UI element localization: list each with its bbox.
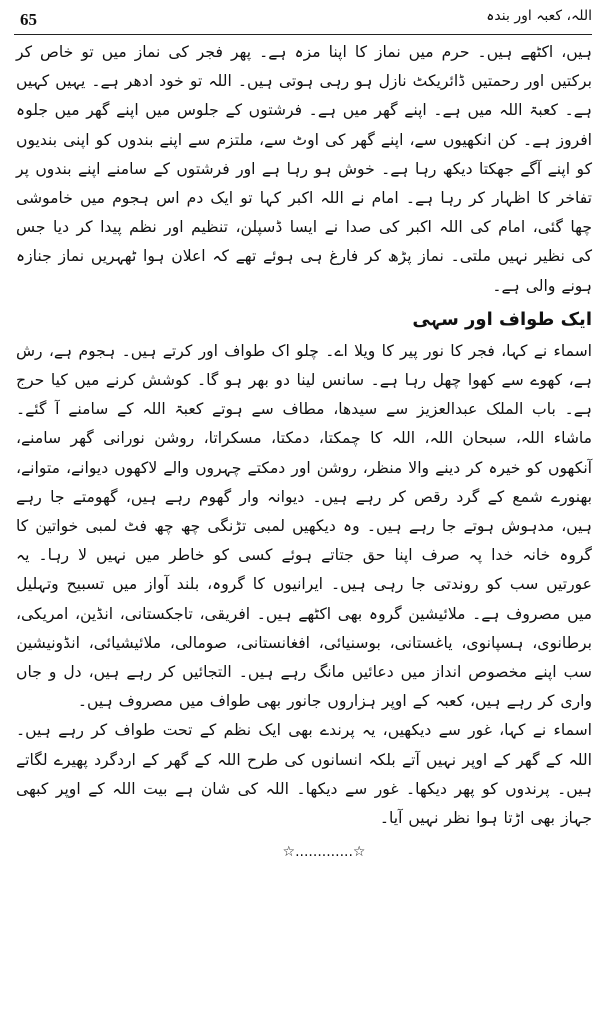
section-heading: ایک طواف اور سہی (412, 308, 592, 330)
running-title: اللہ، کعبہ اور بندہ (486, 8, 592, 24)
page-body (16, 38, 592, 867)
paragraph-birds: اسماء نے کہا، غور سے دیکھیں، یہ پرندے بھی ایک نظم کے تحت طواف کر رہے ہیں۔ اللہ کے گھر کے اوپر نہیں آتے بلکہ انسانوں کی طرح اللہ کے گھر کے اردگرد پھیرے لگاتے ہیں۔ پرندوں کو پھر دیکھا۔ غور سے دیکھا۔ اللہ کی شان ہے بیت اللہ کے اوپر کبھی جہاز بھی اڑتا ہوا نظر نہیں آیا۔ (16, 721, 592, 828)
paragraph-tawaf: اسماء نے کہا، فجر کا نور پیر کا ویلا اے۔ چلو اک طواف اور کرتے ہیں۔ ہجوم ہے، رش ہے، کھوے سے کھوا چھل رہا ہے۔ سانس لینا دو بھر ہو گا۔ کوشش کرنے میں کیا حرج ہے۔ باب الملک عبدالعزیز سے سیدھا، مطاف سے ہوتے کعبۃ اللہ کے سامنے آ گئے۔ ماشاء اللہ، سبحان اللہ، اللہ کا چمکتا، دمکتا، مسکراتا، روشن نورانی گھر سامنے، آنکھوں کو خیرہ کر دینے والا منظر، روشن اور دمکتے چہروں والے لاکھوں دیوانے، متوانے، بھنورے شمع کے گرد رقص کر رہے ہیں۔ دیوانہ وار گھوم رہے ہیں، گھومتے جا رہے ہیں، مدہوش ہوتے جا رہے ہیں۔ وہ دیکھیں لمبی تڑنگی چھ چھ فٹ لمبی خواتین کا گروہ خانہ خدا پہ صرف اپنا حق جتاتے ہوئے کسی کو خاطر میں نہیں لا رہا۔ یہ عورتیں سب کو روندتی جا رہی ہیں۔ ایرانیوں کا گروہ، بلند آواز میں تسبیح وتہلیل میں مصروف ہے۔ ملائیشین گروہ بھی اکٹھے ہیں۔ افریقی، تاجکستانی، انڈین، امریکی، برطانوی، ہسپانوی، یاغستانی، بوسنیائی، افغانستانی، صومالی، ملائیشیائی، انڈونیشین سب اپنے مخصوص انداز میں دعائیں مانگ رہے ہیں۔ التجائیں کر رہے ہیں، دل و جاں واری کر رہے ہیں، کعبہ کے اوپر ہزاروں جانور بھی طواف میں مصروف ہیں۔ (16, 341, 592, 711)
section-end-ornament: ☆.............☆ (282, 844, 366, 861)
paragraph-intro: ہیں، اکٹھے ہیں۔ حرم میں نماز کا اپنا مزہ ہے۔ پھر فجر کی نماز میں تو خاص کر برکتیں اور رحمتیں ڈائریکٹ نازل ہو رہی ہوتی ہیں۔ اللہ تو خود ادھر ہے۔ یہیں کہیں ہے۔ کعبۃ اللہ میں ہے۔ اپنے گھر میں ہے۔ فرشتوں کے جلوس میں اپنے گھر میں جلوہ افروز ہے۔ کن انکھیوں سے، اپنے گھر کی اوٹ سے، ملتزم سے اپنے بندوں کو اپنی بندیوں کو اپنے آگے جھکتا دیکھ رہا ہے۔ خوش ہو رہا ہے اور فرشتوں کے سامنے اپنے بندوں پر تفاخر کا اظہار کر رہا ہے۔ امام نے اللہ اکبر کہا تو ایک دم اس ہجوم میں خاموشی چھا گئی، امام کی اللہ اکبر کی صدا نے ایسا ڈسپلن، تنظیم اور نظم پیدا کر دیا جس کی نظیر نہیں ملتی۔ نماز پڑھ کر فارغ ہی ہوئے تھے کہ اعلان ہوا ٹھہریں نماز جنازہ ہونے والی ہے۔ (16, 43, 592, 295)
page-header (14, 6, 592, 35)
page-number: 65 (20, 10, 37, 29)
